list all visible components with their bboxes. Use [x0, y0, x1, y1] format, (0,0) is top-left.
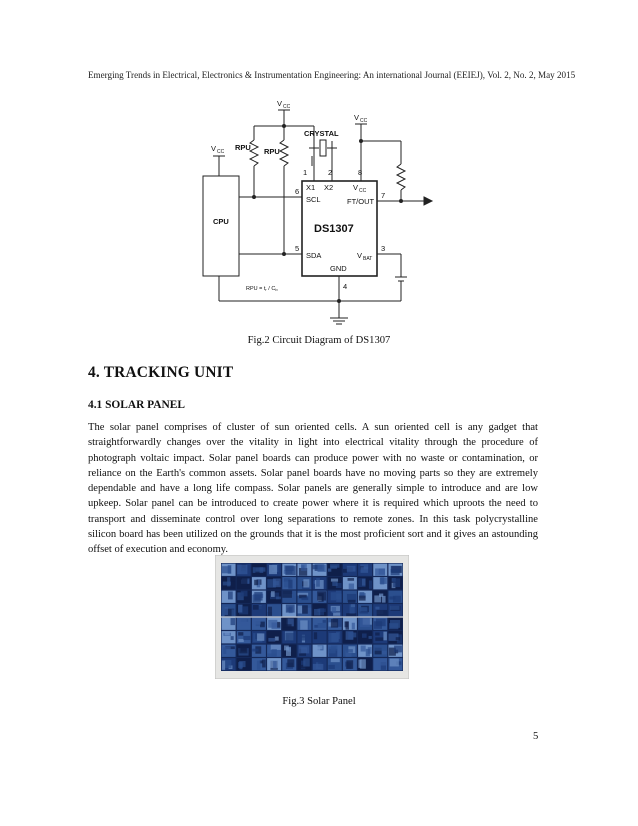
- solar-cell-crystal: [253, 605, 259, 610]
- section-title: 4. TRACKING UNIT: [88, 364, 234, 381]
- formula-part-2: r: [265, 287, 267, 292]
- solar-cell-crystal: [390, 659, 399, 667]
- rpu-formula: [246, 286, 278, 292]
- solar-cell-crystal: [330, 566, 337, 569]
- solar-cell-crystal: [298, 606, 302, 614]
- figure-2-caption: Fig.2 Circuit Diagram of DS1307: [247, 335, 391, 346]
- formula-part-1: RPU = t: [246, 286, 266, 292]
- solar-cell-crystal: [260, 622, 265, 628]
- solar-cell-crystal: [318, 633, 323, 642]
- solar-cell-crystal: [336, 632, 340, 639]
- solar-cell-crystal: [348, 578, 355, 581]
- solar-cell-crystal: [359, 592, 364, 596]
- solar-cell-crystal: [362, 633, 367, 637]
- solar-cell-crystal: [329, 647, 336, 654]
- solar-cell-crystal: [288, 580, 292, 589]
- vcc-top-label: V: [277, 99, 283, 108]
- solar-cell-crystal: [369, 636, 372, 639]
- solar-cell-crystal: [331, 658, 340, 662]
- solar-cell-crystal: [379, 569, 385, 575]
- solar-cell-crystal: [228, 591, 233, 599]
- solar-cell-crystal: [369, 580, 372, 588]
- solar-cell-crystal: [286, 605, 295, 613]
- solar-cell-crystal: [347, 566, 356, 572]
- solar-cell-crystal: [346, 613, 356, 616]
- solar-cell-crystal: [377, 610, 388, 616]
- solar-cell-crystal: [328, 665, 334, 669]
- solar-cell-crystal: [361, 567, 369, 573]
- cpu-label: CPU: [213, 217, 229, 226]
- solar-cell-crystal: [252, 619, 261, 624]
- vcc-top-sub: CC: [283, 104, 291, 110]
- solar-cell-crystal: [254, 592, 262, 601]
- solar-cell-crystal: [396, 637, 401, 640]
- solar-cell-crystal: [269, 565, 277, 574]
- solar-cell-crystal: [223, 647, 226, 654]
- pin-3: 3: [381, 244, 386, 253]
- solar-cell-crystal: [242, 568, 246, 574]
- solar-cell-crystal: [285, 633, 294, 642]
- solar-cell-crystal: [257, 661, 261, 670]
- pin-4: 4: [343, 282, 348, 291]
- solar-cell-crystal: [318, 565, 326, 572]
- solar-cell-crystal: [225, 607, 228, 615]
- solar-cell-crystal: [222, 660, 225, 669]
- solar-cell-crystal: [232, 609, 236, 616]
- solar-cell-crystal: [360, 659, 366, 668]
- x1-label: X1: [306, 183, 316, 192]
- solar-cell-crystal: [285, 566, 295, 575]
- solar-cell-crystal: [366, 649, 370, 656]
- solar-cell-crystal: [350, 604, 355, 613]
- solar-cell-crystal: [252, 649, 258, 652]
- solar-cell-crystal: [317, 591, 326, 600]
- solar-cell-crystal: [271, 591, 275, 597]
- solar-cell-crystal: [313, 646, 322, 650]
- solar-cell-crystal: [225, 660, 232, 668]
- gnd-label: GND: [330, 264, 347, 273]
- vbat-sub: BAT: [363, 256, 373, 262]
- solar-cell-crystal: [282, 591, 292, 598]
- solar-cell-crystal: [394, 610, 402, 613]
- solar-cell-crystal: [390, 606, 400, 610]
- formula-part-4: b: [275, 287, 278, 292]
- solar-cell-crystal: [255, 567, 265, 571]
- solar-cell-crystal: [313, 664, 323, 670]
- solar-cell-crystal: [361, 646, 366, 652]
- solar-cell-crystal: [394, 646, 402, 653]
- crystal-label: CRYSTAL: [304, 129, 339, 138]
- solar-cell-crystal: [231, 636, 234, 640]
- solar-cell-crystal: [301, 597, 308, 600]
- page-number: 5: [533, 731, 539, 742]
- solar-cell-crystal: [393, 596, 401, 603]
- solar-cell-crystal: [237, 618, 247, 624]
- solar-cell-crystal: [346, 649, 353, 652]
- solar-cell-crystal: [360, 618, 370, 627]
- circuit-diagram-svg: [196, 96, 434, 336]
- chip-label: DS1307: [314, 223, 354, 235]
- solar-cell-crystal: [238, 605, 242, 613]
- solar-cell-crystal: [273, 661, 277, 668]
- solar-cell-crystal: [360, 607, 367, 611]
- solar-cell-crystal: [262, 660, 265, 668]
- solar-cell-crystal: [332, 607, 336, 613]
- pin-6: 6: [295, 187, 300, 196]
- solar-cell-crystal: [303, 658, 310, 666]
- solar-cell-crystal: [332, 582, 337, 586]
- solar-cell-crystal: [222, 566, 231, 573]
- solar-cell-crystal: [239, 662, 242, 669]
- solar-cell-crystal: [323, 620, 326, 623]
- solar-cell-crystal: [302, 605, 308, 614]
- solar-cell-crystal: [254, 580, 258, 585]
- solar-cell-crystal: [303, 579, 309, 587]
- pin-8: 8: [358, 168, 363, 177]
- solar-cell-crystal: [393, 578, 400, 587]
- rpu1-label: RPU: [235, 143, 251, 152]
- solar-cell-crystal: [273, 578, 281, 587]
- solar-cell-crystal: [238, 639, 243, 642]
- solar-cell-crystal: [345, 621, 349, 629]
- ftout-label: FT/OUT: [347, 197, 375, 206]
- vcc-right-sub: CC: [360, 118, 368, 124]
- solar-cell-crystal: [375, 632, 379, 635]
- solar-cell-crystal: [362, 579, 366, 586]
- sda-label: SDA: [306, 251, 322, 260]
- solar-cell-crystal: [359, 596, 366, 601]
- solar-cell-crystal: [348, 600, 356, 603]
- solar-cell-crystal: [389, 623, 398, 629]
- solar-cell-crystal: [374, 595, 381, 602]
- vcc-left-sub: CC: [217, 149, 225, 155]
- body-paragraph: The solar panel comprises of cluster of sun oriented cells. A sun oriented cell is any gadget that straightforwardly changes over the vitality in light into electrical vitality through the procedure of photograph voltaic impact. Solar panel boards can produce power with no waste or contamination, or reliance on the Earth's common assets. Solar panel boards have no moving parts so they are extremely dependable and have a long life compass. Solar panels are generally simple to introduce and are low upkeep. Solar panel can be introduced to create power where it is required which uproots the need to transport and disseminate control over long separations to remote zones. In this task polycrystalline silicon board has been utilized on the grounds that it is the most proficient sort and it gives an astounding offset of execution and economy.: [88, 422, 538, 556]
- solar-cell-crystal: [314, 632, 317, 639]
- solar-cell-crystal: [301, 634, 311, 637]
- vcc-left-label: V: [211, 144, 217, 153]
- solar-cell-crystal: [268, 607, 272, 616]
- solar-cell-crystal: [241, 577, 247, 586]
- solar-cell-crystal: [241, 591, 248, 597]
- solar-panel-image: [215, 555, 409, 679]
- pin-2: 2: [328, 168, 333, 177]
- x2-label: X2: [324, 183, 334, 192]
- solar-cell-crystal: [300, 620, 308, 629]
- solar-cell-crystal: [380, 659, 386, 666]
- solar-cell-crystal: [349, 633, 356, 638]
- formula-part-3: / C: [266, 286, 276, 292]
- solar-cell-crystal: [226, 623, 231, 627]
- pin-1: 1: [303, 168, 308, 177]
- solar-cell-crystal: [273, 610, 279, 615]
- solar-cell-crystal: [257, 633, 264, 640]
- solar-cell-crystal: [284, 645, 289, 650]
- vbat-label: V: [357, 251, 363, 260]
- solar-cell-crystal: [352, 623, 355, 630]
- solar-cell-crystal: [276, 597, 281, 600]
- solar-cell-crystal: [268, 638, 275, 642]
- solar-cell-crystal: [314, 609, 320, 616]
- solar-cell-crystal: [346, 660, 353, 669]
- journal-header: Emerging Trends in Electrical, Electronics & Instrumentation Engineering: An international Journal (EEIEJ), Vol. 2, No. 2, May 2015: [88, 70, 576, 80]
- solar-cell-crystal: [285, 624, 292, 627]
- solar-cell-crystal: [268, 620, 277, 628]
- cpu-block: [203, 176, 239, 276]
- solar-cell-crystal: [336, 594, 341, 602]
- rpu2-label: RPU: [264, 147, 280, 156]
- solar-cell-crystal: [271, 649, 276, 656]
- solar-cell-crystal: [316, 578, 320, 587]
- solar-cell-crystal: [374, 621, 382, 629]
- solar-cell-crystal: [331, 619, 338, 628]
- chip-vcc-sub: CC: [359, 188, 367, 194]
- solar-cell-crystal: [391, 569, 400, 575]
- solar-cell-crystal: [375, 637, 383, 640]
- solar-cell-crystal: [275, 637, 279, 641]
- pin-7: 7: [381, 191, 386, 200]
- pin-5: 5: [295, 244, 300, 253]
- solar-cell-crystal: [331, 592, 336, 600]
- solar-cell-crystal: [299, 645, 310, 653]
- solar-cell-crystal: [382, 596, 386, 603]
- solar-cell-crystal: [225, 632, 230, 635]
- solar-cell-crystal: [277, 622, 280, 628]
- solar-cell-crystal: [383, 632, 386, 641]
- solar-cell-crystal: [382, 651, 387, 655]
- solar-cell-crystal: [349, 584, 354, 590]
- solar-cell-crystal: [374, 646, 382, 651]
- figure-3-caption: Fig.3 Solar Panel: [282, 696, 356, 707]
- solar-cell-crystal: [374, 579, 378, 584]
- solar-cell-crystal: [375, 607, 379, 610]
- solar-cell-crystal: [231, 618, 235, 625]
- circuit-diagram: [196, 96, 434, 336]
- solar-cell-crystal: [222, 592, 229, 601]
- solar-cell-crystal: [287, 659, 294, 667]
- solar-cell-crystal: [243, 636, 250, 640]
- solar-cell-crystal: [238, 632, 243, 635]
- solar-cell-crystal: [380, 578, 387, 584]
- subsection-title: 4.1 SOLAR PANEL: [88, 399, 185, 411]
- solar-cell-crystal: [328, 568, 331, 571]
- solar-cell-crystal: [318, 623, 326, 628]
- chip-vcc-label: V: [353, 183, 359, 192]
- solar-cell-crystal: [343, 569, 347, 573]
- vcc-right-label: V: [354, 113, 360, 122]
- solar-cell-crystal: [239, 646, 247, 654]
- solar-cell-crystal: [227, 577, 230, 586]
- solar-cell-crystal: [301, 564, 307, 571]
- solar-cell-crystal: [271, 645, 281, 650]
- solar-cell-crystal: [331, 579, 338, 582]
- scl-label: SCL: [306, 195, 321, 204]
- solar-panel-svg: [215, 555, 409, 679]
